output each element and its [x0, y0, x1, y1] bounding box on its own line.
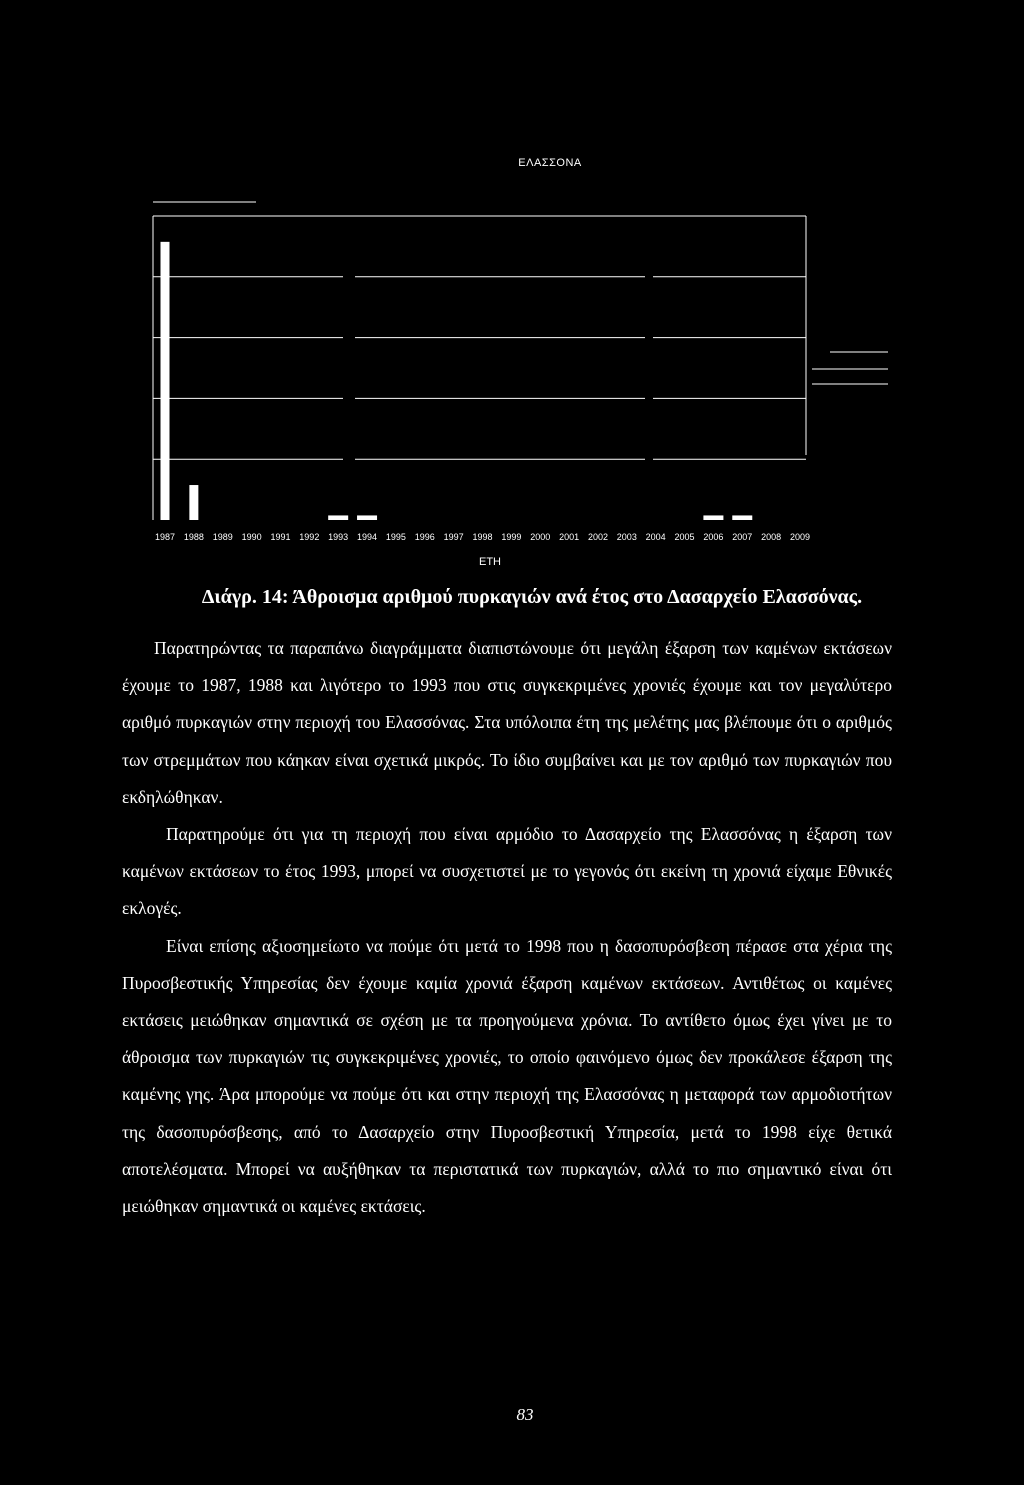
bar: [328, 515, 348, 520]
figure-caption: Διάγρ. 14: Άθροισμα αριθμού πυρκαγιών ανά έτος στο Δασαρχείο Ελασσόνας.: [201, 586, 863, 608]
x-tick-label: 1988: [183, 532, 204, 542]
x-tick-label: 2003: [616, 532, 637, 542]
bar: [703, 515, 723, 520]
bar: [732, 515, 752, 520]
paragraph: Παρατηρούμε ότι για τη περιοχή που είναι αρμόδιο το Δασαρχείο της Ελασσόνας η έξαρση των καμένων εκτάσεων το έτος 1993, μπορεί να συσχετιστεί με το γεγονός ότι εκείνη τη χρονιά είχαμε Εθνικές εκλογές.: [122, 824, 892, 919]
bar: [189, 485, 198, 520]
x-tick-label: 1995: [385, 532, 406, 542]
x-tick-label: 1996: [414, 532, 435, 542]
x-tick-label: 2001: [559, 532, 580, 542]
x-tick-label: 1987: [154, 532, 176, 542]
x-tick-label: 1991: [270, 532, 291, 542]
x-tick-label: 2004: [645, 532, 666, 542]
x-tick-label: 2008: [761, 532, 782, 542]
x-tick-label: 2002: [587, 532, 608, 542]
x-tick-label: 1993: [328, 532, 349, 542]
x-tick-label: 1998: [472, 532, 493, 542]
x-tick-label: 1989: [212, 532, 233, 542]
bar: [357, 515, 377, 520]
body-text: [122, 630, 892, 1225]
x-axis-label: ΕΤΗ: [479, 556, 501, 568]
paragraph: Είναι επίσης αξιοσημείωτο να πούμε ότι μετά το 1998 που η δασοπυρόσβεση πέρασε στα χέρια της Πυροσβεστικής Υπηρεσίας δεν έχουμε καμία χρονιά έξαρση καμένων εκτάσεων. Αντιθέτως οι καμένες εκτάσεις μειώθηκαν σημαντικά σε σχέση με τα προηγούμενα χρόνια. Το αντίθετο όμως έχει γίνει με το άθροισμα των πυρκαγιών τις συγκεκριμένες χρονιές, το οποίο φαινόμενο όμως δεν προκάλεσε έξαρση της καμένης γης. Άρα μπορούμε να πούμε ότι και στην περιοχή της Ελασσόνας η μεταφορά των αρμοδιοτήτων της δασοπυρόσβεσης, από το Δασαρχείο στην Πυροσβεστική Υπηρεσία, μετά το 1998 είχε θετικά αποτελέσματα. Μπορεί να αυξήθηκαν τα περιστατικά των πυρκαγιών, αλλά το πιο σημαντικό είναι ότι μειώθηκαν σημαντικά οι καμένες εκτάσεις.: [122, 935, 892, 1217]
x-tick-label: 1992: [299, 532, 320, 542]
x-tick-label: 1997: [443, 532, 464, 542]
x-tick-label: 2000: [530, 532, 551, 542]
x-tick-label: 2007: [732, 532, 753, 542]
page-number: 83: [516, 1405, 534, 1424]
bar: [161, 242, 170, 520]
x-tick-label: 1990: [241, 532, 262, 542]
paragraph: Παρατηρώντας τα παραπάνω διαγράμματα διαπιστώνουμε ότι μεγάλη έξαρση των καμένων εκτάσεων έχουμε το 1987, 1988 και λιγότερο το 1993 που στις συγκεκριμένες χρονιές έχουμε και τον μεγαλύτερο αριθμό πυρκαγιών στην περιοχή του Ελασσόνας. Στα υπόλοιπα έτη της μελέτης μας βλέπουμε ότι ο αριθμός των στρεμμάτων που κάηκαν είναι σχετικά μικρός. Το ίδιο συμβαίνει και με τον αριθμό των πυρκαγιών που εκδηλώθηκαν.: [122, 638, 892, 807]
x-tick-label: 2006: [703, 532, 724, 542]
x-tick-label: 2009: [789, 532, 811, 542]
x-tick-label: 2005: [674, 532, 695, 542]
x-tick-label: 1999: [501, 532, 522, 542]
chart-area: [0, 0, 1024, 560]
x-tick-label: 1994: [357, 532, 378, 542]
chart-title: ΕΛΑΣΣΟΝΑ: [518, 157, 582, 169]
